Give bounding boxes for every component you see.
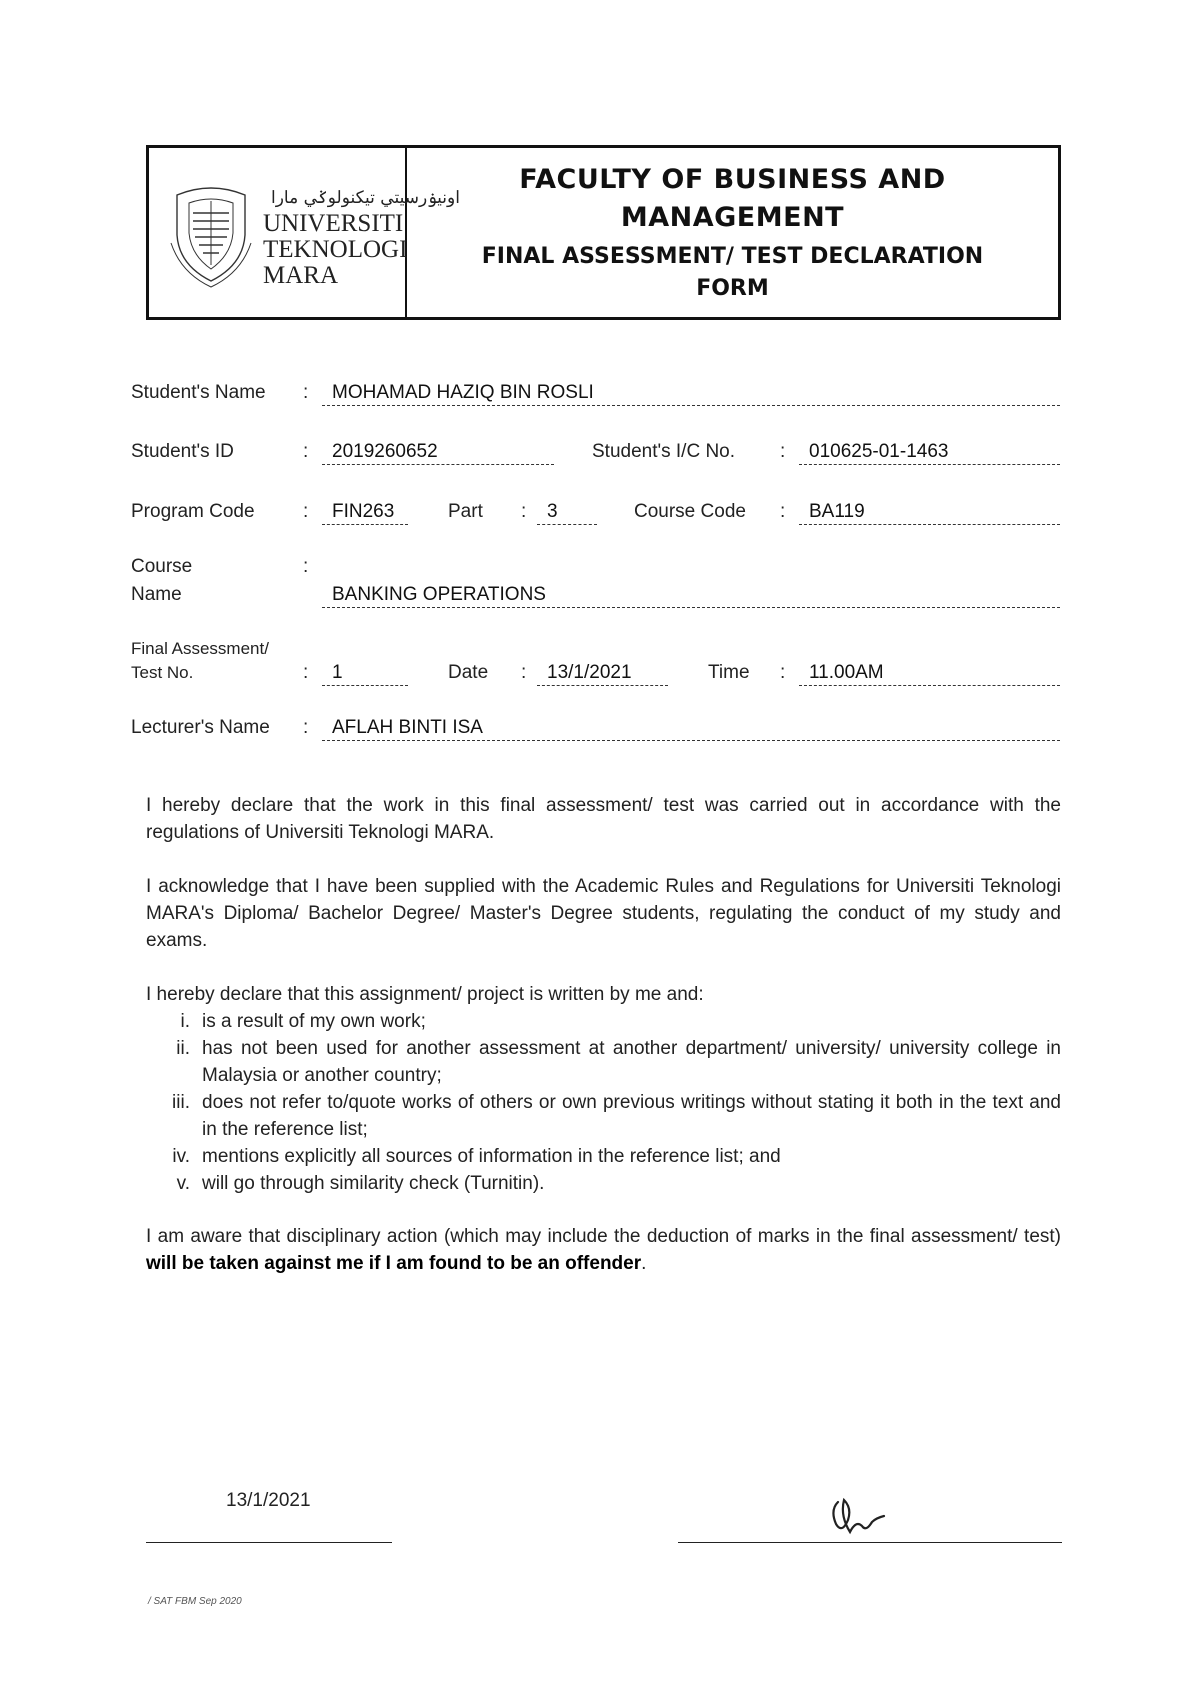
declaration-paragraph-1: I hereby declare that the work in this final assessment/ test was carried out in accordance with the regulations of Universiti Teknologi MARA. (146, 795, 1061, 843)
declaration-paragraph-4 (146, 1223, 1061, 1277)
signature-date: 13/1/2021 (226, 1490, 311, 1511)
list-item-number: iii. (172, 1092, 190, 1113)
course-code-field[interactable]: BA119 (799, 501, 1060, 525)
colon: : (780, 441, 786, 462)
header-title-cell (407, 148, 1058, 317)
colon: : (303, 717, 309, 738)
uitm-crest-icon (171, 188, 251, 287)
part-label: Part (448, 501, 483, 522)
students-name-field[interactable]: MOHAMAD HAZIQ BIN ROSLI (322, 382, 1060, 406)
time-field[interactable]: 11.00AM (799, 662, 1060, 686)
colon: : (521, 501, 527, 522)
form-header (146, 145, 1061, 320)
course-code-label: Course Code (634, 501, 746, 522)
list-item (146, 1170, 1061, 1197)
logo-teknologi-text: TEKNOLOGI (263, 235, 408, 263)
program-code-field[interactable]: FIN263 (322, 501, 408, 525)
program-code-label: Program Code (131, 501, 255, 522)
declaration-period: . (641, 1253, 647, 1274)
colon: : (303, 556, 309, 577)
colon: : (303, 662, 309, 683)
list-item-text: is a result of my own work; (202, 1011, 426, 1032)
date-field[interactable]: 13/1/2021 (537, 662, 668, 686)
students-id-field[interactable]: 2019260652 (322, 441, 554, 465)
university-logo-cell (149, 148, 460, 317)
colon: : (303, 501, 309, 522)
test-no-field[interactable]: 1 (322, 662, 408, 686)
faculty-title-line2: MANAGEMENT (620, 201, 845, 233)
colon: : (780, 662, 786, 683)
logo-universiti-text: UNIVERSITI (263, 209, 404, 237)
list-item-number: ii. (176, 1038, 190, 1059)
course-name-label-line2: Name (131, 584, 182, 605)
final-assessment-label-line2: Test No. (131, 663, 194, 682)
colon: : (303, 382, 309, 403)
student-signature (810, 1480, 920, 1550)
lecturers-name-label: Lecturer's Name (131, 717, 270, 738)
list-item-text: will go through similarity check (Turnitin). (202, 1173, 545, 1194)
time-label: Time (708, 662, 750, 683)
list-item (146, 1143, 1061, 1170)
list-item (146, 1089, 1061, 1143)
date-label: Date (448, 662, 489, 683)
students-ic-label: Student's I/C No. (592, 441, 736, 462)
form-title-line2: FORM (696, 275, 769, 301)
date-signature-line (146, 1542, 392, 1543)
declaration-offender-warning: will be taken against me if I am found to be an offender (146, 1253, 642, 1274)
declaration-paragraph-3: I hereby declare that this assignment/ project is written by me and: (146, 984, 704, 1005)
students-id-label: Student's ID (131, 441, 234, 462)
faculty-title-line1: FACULTY OF BUSINESS AND (519, 163, 946, 195)
uitm-logo (159, 173, 460, 293)
colon: : (780, 501, 786, 522)
final-assessment-label-line1: Final Assessment/ (131, 639, 269, 658)
logo-mara-text: MARA (263, 261, 339, 289)
declaration-paragraph-4-text: I am aware that disciplinary action (which may include the deduction of marks in the final assessment/ test) (146, 1226, 1061, 1247)
declaration-paragraph-2: I acknowledge that I have been supplied with the Academic Rules and Regulations for Universiti Teknologi MARA's Diploma/ Bachelor Degree/ Master's Degree students, regulating the conduct of my study and exams. (146, 876, 1061, 951)
colon: : (521, 662, 527, 683)
logo-jawi-text: اونيۏرسيتي تيكنولوݢي مارا (271, 187, 460, 208)
list-item-text: mentions explicitly all sources of information in the reference list; and (202, 1146, 781, 1167)
form-title-line1: FINAL ASSESSMENT/ TEST DECLARATION (481, 243, 984, 269)
list-item-number: iv. (172, 1146, 190, 1167)
students-name-label: Student's Name (131, 382, 266, 403)
list-item (146, 1035, 1061, 1089)
list-item-number: i. (180, 1011, 190, 1032)
students-ic-field[interactable]: 010625-01-1463 (799, 441, 1060, 465)
course-name-label-line1: Course (131, 556, 193, 577)
student-signature-line (678, 1542, 1062, 1543)
list-item-text: has not been used for another assessment at another department/ university/ university college in Malaysia or another country; (202, 1038, 1061, 1086)
list-item-text: does not refer to/quote works of others or own previous writings without stating it both in the text and in the reference list; (202, 1092, 1061, 1140)
declaration-list (146, 1008, 1061, 1197)
list-item (146, 1008, 1061, 1035)
lecturers-name-field[interactable]: AFLAH BINTI ISA (322, 717, 1060, 741)
course-name-field[interactable]: BANKING OPERATIONS (322, 584, 1060, 608)
footer-note: / SAT FBM Sep 2020 (148, 1596, 242, 1607)
colon: : (303, 441, 309, 462)
part-field[interactable]: 3 (537, 501, 597, 525)
list-item-number: v. (176, 1173, 190, 1194)
